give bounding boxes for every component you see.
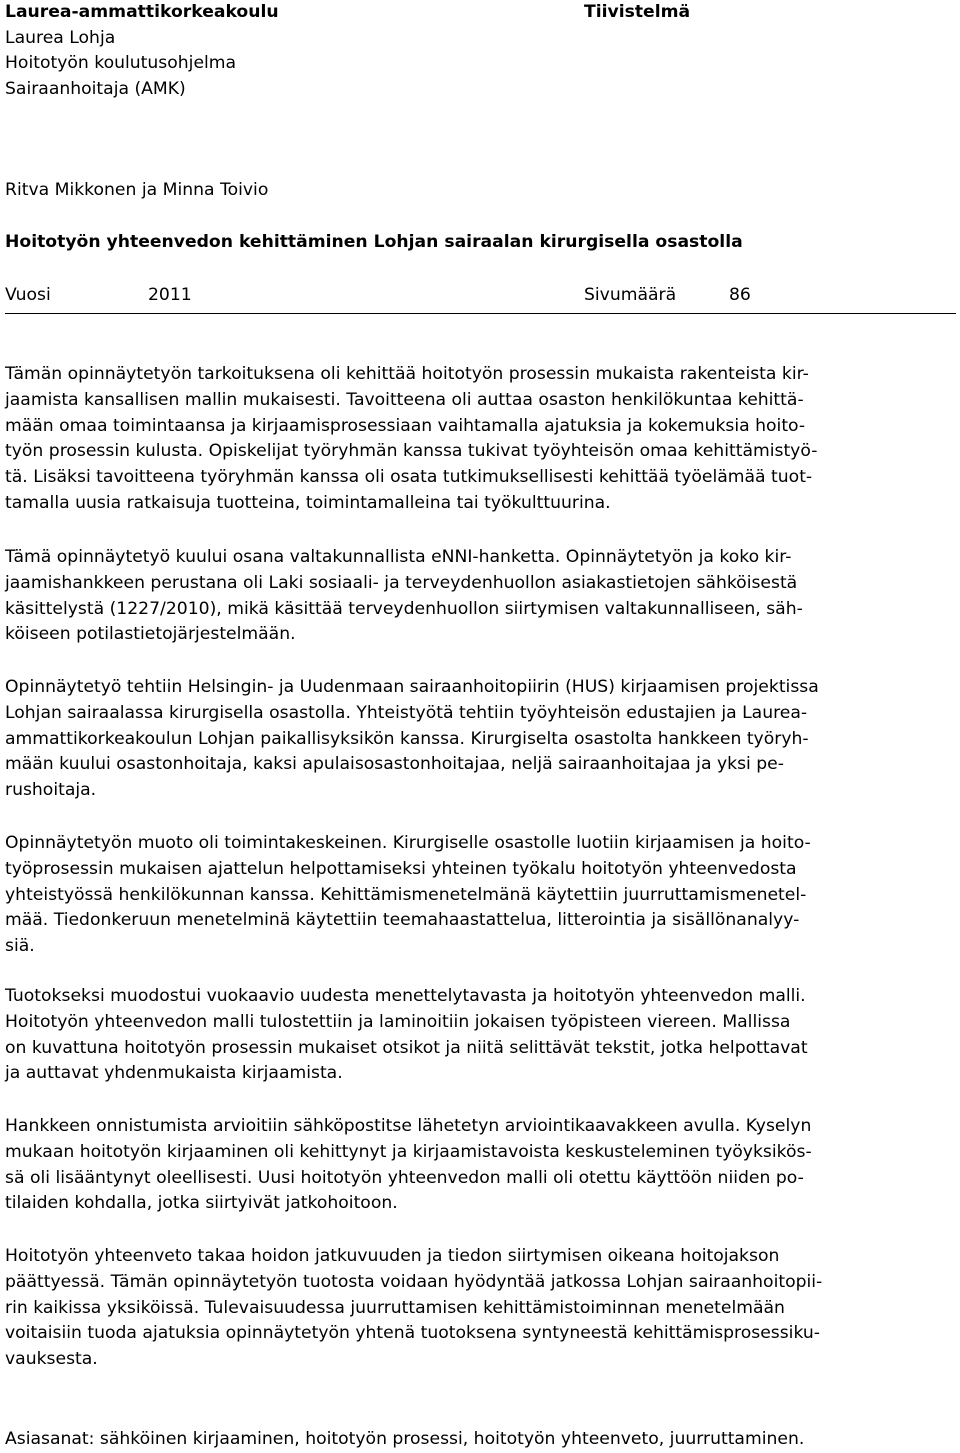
degree-name: Sairaanhoitaja (AMK) <box>5 78 186 99</box>
institution-name: Laurea-ammattikorkeakoulu <box>5 2 279 22</box>
abstract-paragraph: Opinnäytetyö tehtiin Helsingin- ja Uudenmaan sairaanhoitopiirin (HUS) kirjaamisen projektissa Lohjan sairaalassa kirurgisella osastolla. Yhteistyötä tehtiin työyhteisön edustajien ja Laurea- ammattikorkeakoulun Lohjan paikallisyksikön kanssa. Kirurgiselta osastolta hankkeen työryh- mään kuului osastonhoitaja, kaksi apulaisosastonhoitajaa, neljä sairaanhoitajaa ja yksi pe- rushoitaja. <box>5 677 819 801</box>
abstract-paragraph: Opinnäytetyön muoto oli toimintakeskeinen. Kirurgiselle osastolle luotiin kirjaamisen ja hoito- työprosessin mukaisen ajattelun helpottamiseksi yhteinen työkalu hoitotyön yhteenvedosta yhteistyössä henkilökunnan kanssa. Kehittämismenetelmänä käytettiin juurruttamismenetel- mää. Tiedonkeruun menetelminä käytettiin teemahaastattelua, litterointia ja sisällönanalyy- siä. <box>5 833 811 957</box>
abstract-paragraph: Tämän opinnäytetyön tarkoituksena oli kehittää hoitotyön prosessin mukaista rakenteista kir- jaamista kansallisen mallin mukaisesti. Tavoitteena oli auttaa osaston henkilökuntaa kehittä- mään omaa toimintaansa ja kirjaamisprosessiaan vaihtamalla ajatuksia ja kokemuksia hoito- työn prosessin kulusta. Opiskelijat työryhmän kanssa tukivat työyhteisön omaa kehittämistyö- tä. Lisäksi tavoitteena työryhmän kanssa oli osata tutkimuksellisesti kehittää työelämää tuot- tamalla uusia ratkaisuja tuotteina, toimintamalleina tai työkulttuurina. <box>5 364 818 513</box>
abstract-paragraph: Hankkeen onnistumista arvioitiin sähköpostitse lähetetyn arviointikaavakkeen avulla. Kyselyn mukaan hoitotyön kirjaaminen oli kehittynyt ja kirjaamistavoista keskusteleminen työyksikös- sä oli lisääntynyt oleellisesti. Uusi hoitotyön yhteenvedon malli oli otettu käyttöön niiden po- tilaiden kohdalla, jotka siirtyivät jatkohoitoon. <box>5 1116 812 1214</box>
keywords: Asiasanat: sähköinen kirjaaminen, hoitotyön prosessi, hoitotyön yhteenveto, juurruttaminen. <box>5 1429 805 1449</box>
document-page <box>5 0 955 1449</box>
abstract-paragraph: Tämä opinnäytetyö kuului osana valtakunnallista eNNI-hanketta. Opinnäytetyön ja koko kir- jaamishankkeen perustana oli Laki sosiaali- ja terveydenhuollon asiakastietojen sähköisestä käsittelystä (1227/2010), mikä käsittää terveydenhuollon siirtymisen valtakunnalliseen, säh- köiseen potilastietojärjestelmään. <box>5 547 803 645</box>
document-header <box>5 0 955 110</box>
thesis-title: Hoitotyön yhteenvedon kehittäminen Lohjan sairaalan kirurgisella osastolla <box>5 232 743 252</box>
header-left-block <box>5 0 279 102</box>
abstract-paragraph: Tuotokseksi muodostui vuokaavio uudesta menettelytavasta ja hoitotyön yhteenvedon malli. Hoitotyön yhteenvedon malli tulostettiin ja laminoitiin jokaisen työpisteen viereen. Mallissa on kuvattuna hoitotyön prosessin mukaiset otsikot ja niitä selittävät tekstit, jotka helpottavat ja auttavat yhdenmukaista kirjaamista. <box>5 986 808 1084</box>
document-type: Tiivistelmä <box>584 2 691 22</box>
abstract-paragraph: Hoitotyön yhteenveto takaa hoidon jatkuvuuden ja tiedon siirtymisen oikeana hoitojakson päättyessä. Tämän opinnäytetyön tuotosta voidaan hyödyntää jatkossa Lohjan sairaanhoitopii- rin kaikissa yksiköissä. Tulevaisuudessa juurruttamisen kehittämistoiminnan menetelmään voitaisiin tuoda ajatuksia opinnäytetyön yhtenä tuotoksena syntyneestä kehittämisprosessiku- vauksesta. <box>5 1246 823 1370</box>
unit-name: Laurea Lohja <box>5 27 116 48</box>
authors: Ritva Mikkonen ja Minna Toivio <box>5 180 269 200</box>
year-value: 2011 <box>148 285 192 305</box>
pages-label: Sivumäärä <box>584 285 677 305</box>
meta-row <box>5 283 956 314</box>
programme-name: Hoitotyön koulutusohjelma <box>5 53 237 74</box>
year-label: Vuosi <box>5 285 51 305</box>
pages-value: 86 <box>729 285 751 305</box>
